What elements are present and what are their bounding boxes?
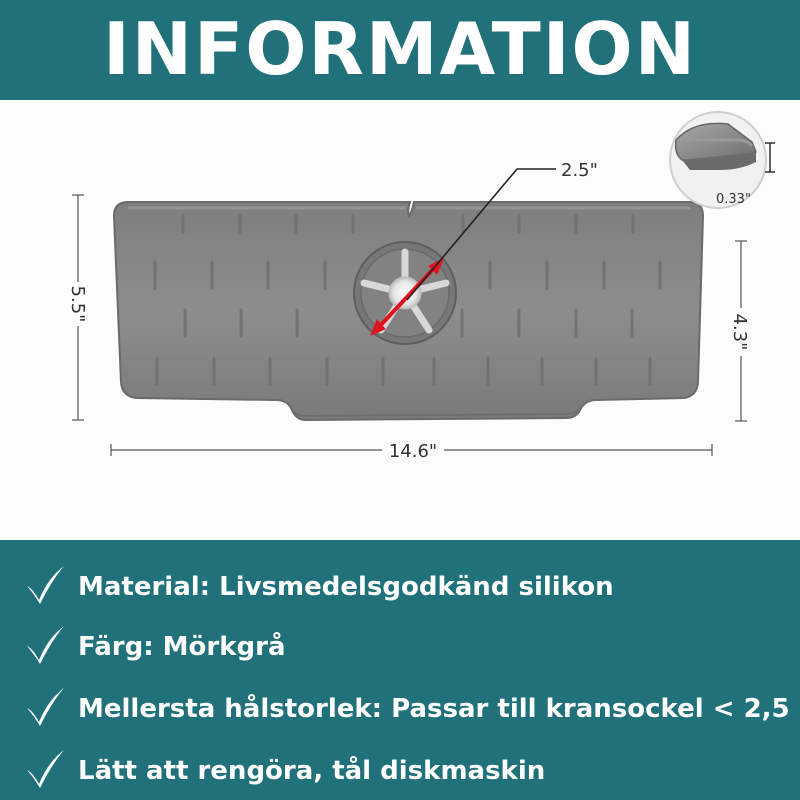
feature-label-material: Material: Livsmedelsgodkänd silikon	[78, 572, 614, 602]
faucet-hole	[354, 242, 456, 344]
silicone-mat	[114, 202, 703, 420]
feature-label-color: Färg: Mörkgrå	[78, 632, 286, 662]
check-icon	[22, 746, 68, 792]
check-icon	[22, 684, 68, 730]
list-item	[0, 742, 800, 800]
lip-height-label: 0.33"	[716, 192, 751, 207]
lip-inset-detail	[670, 112, 775, 208]
height-right-dimension	[726, 241, 756, 421]
list-item	[0, 618, 800, 676]
height-left-label: 5.5"	[67, 285, 88, 323]
feature-label-cleaning: Lätt att rengöra, tål diskmaskin	[78, 756, 546, 786]
hole-diameter-label: 2.5"	[561, 160, 598, 181]
feature-label-hole-size: Mellersta hålstorlek: Passar till kransockel < 2,5	[78, 694, 790, 724]
header-banner	[0, 0, 800, 100]
page-title: INFORMATION	[102, 7, 698, 91]
product-illustration	[0, 100, 800, 540]
width-label: 14.6"	[388, 441, 438, 462]
feature-list	[0, 540, 800, 800]
list-item	[0, 558, 800, 616]
check-icon	[22, 562, 68, 608]
list-item	[0, 680, 800, 738]
height-right-label: 4.3"	[729, 313, 750, 351]
check-icon	[22, 622, 68, 668]
height-left-dimension	[62, 195, 94, 420]
width-dimension	[111, 438, 712, 462]
